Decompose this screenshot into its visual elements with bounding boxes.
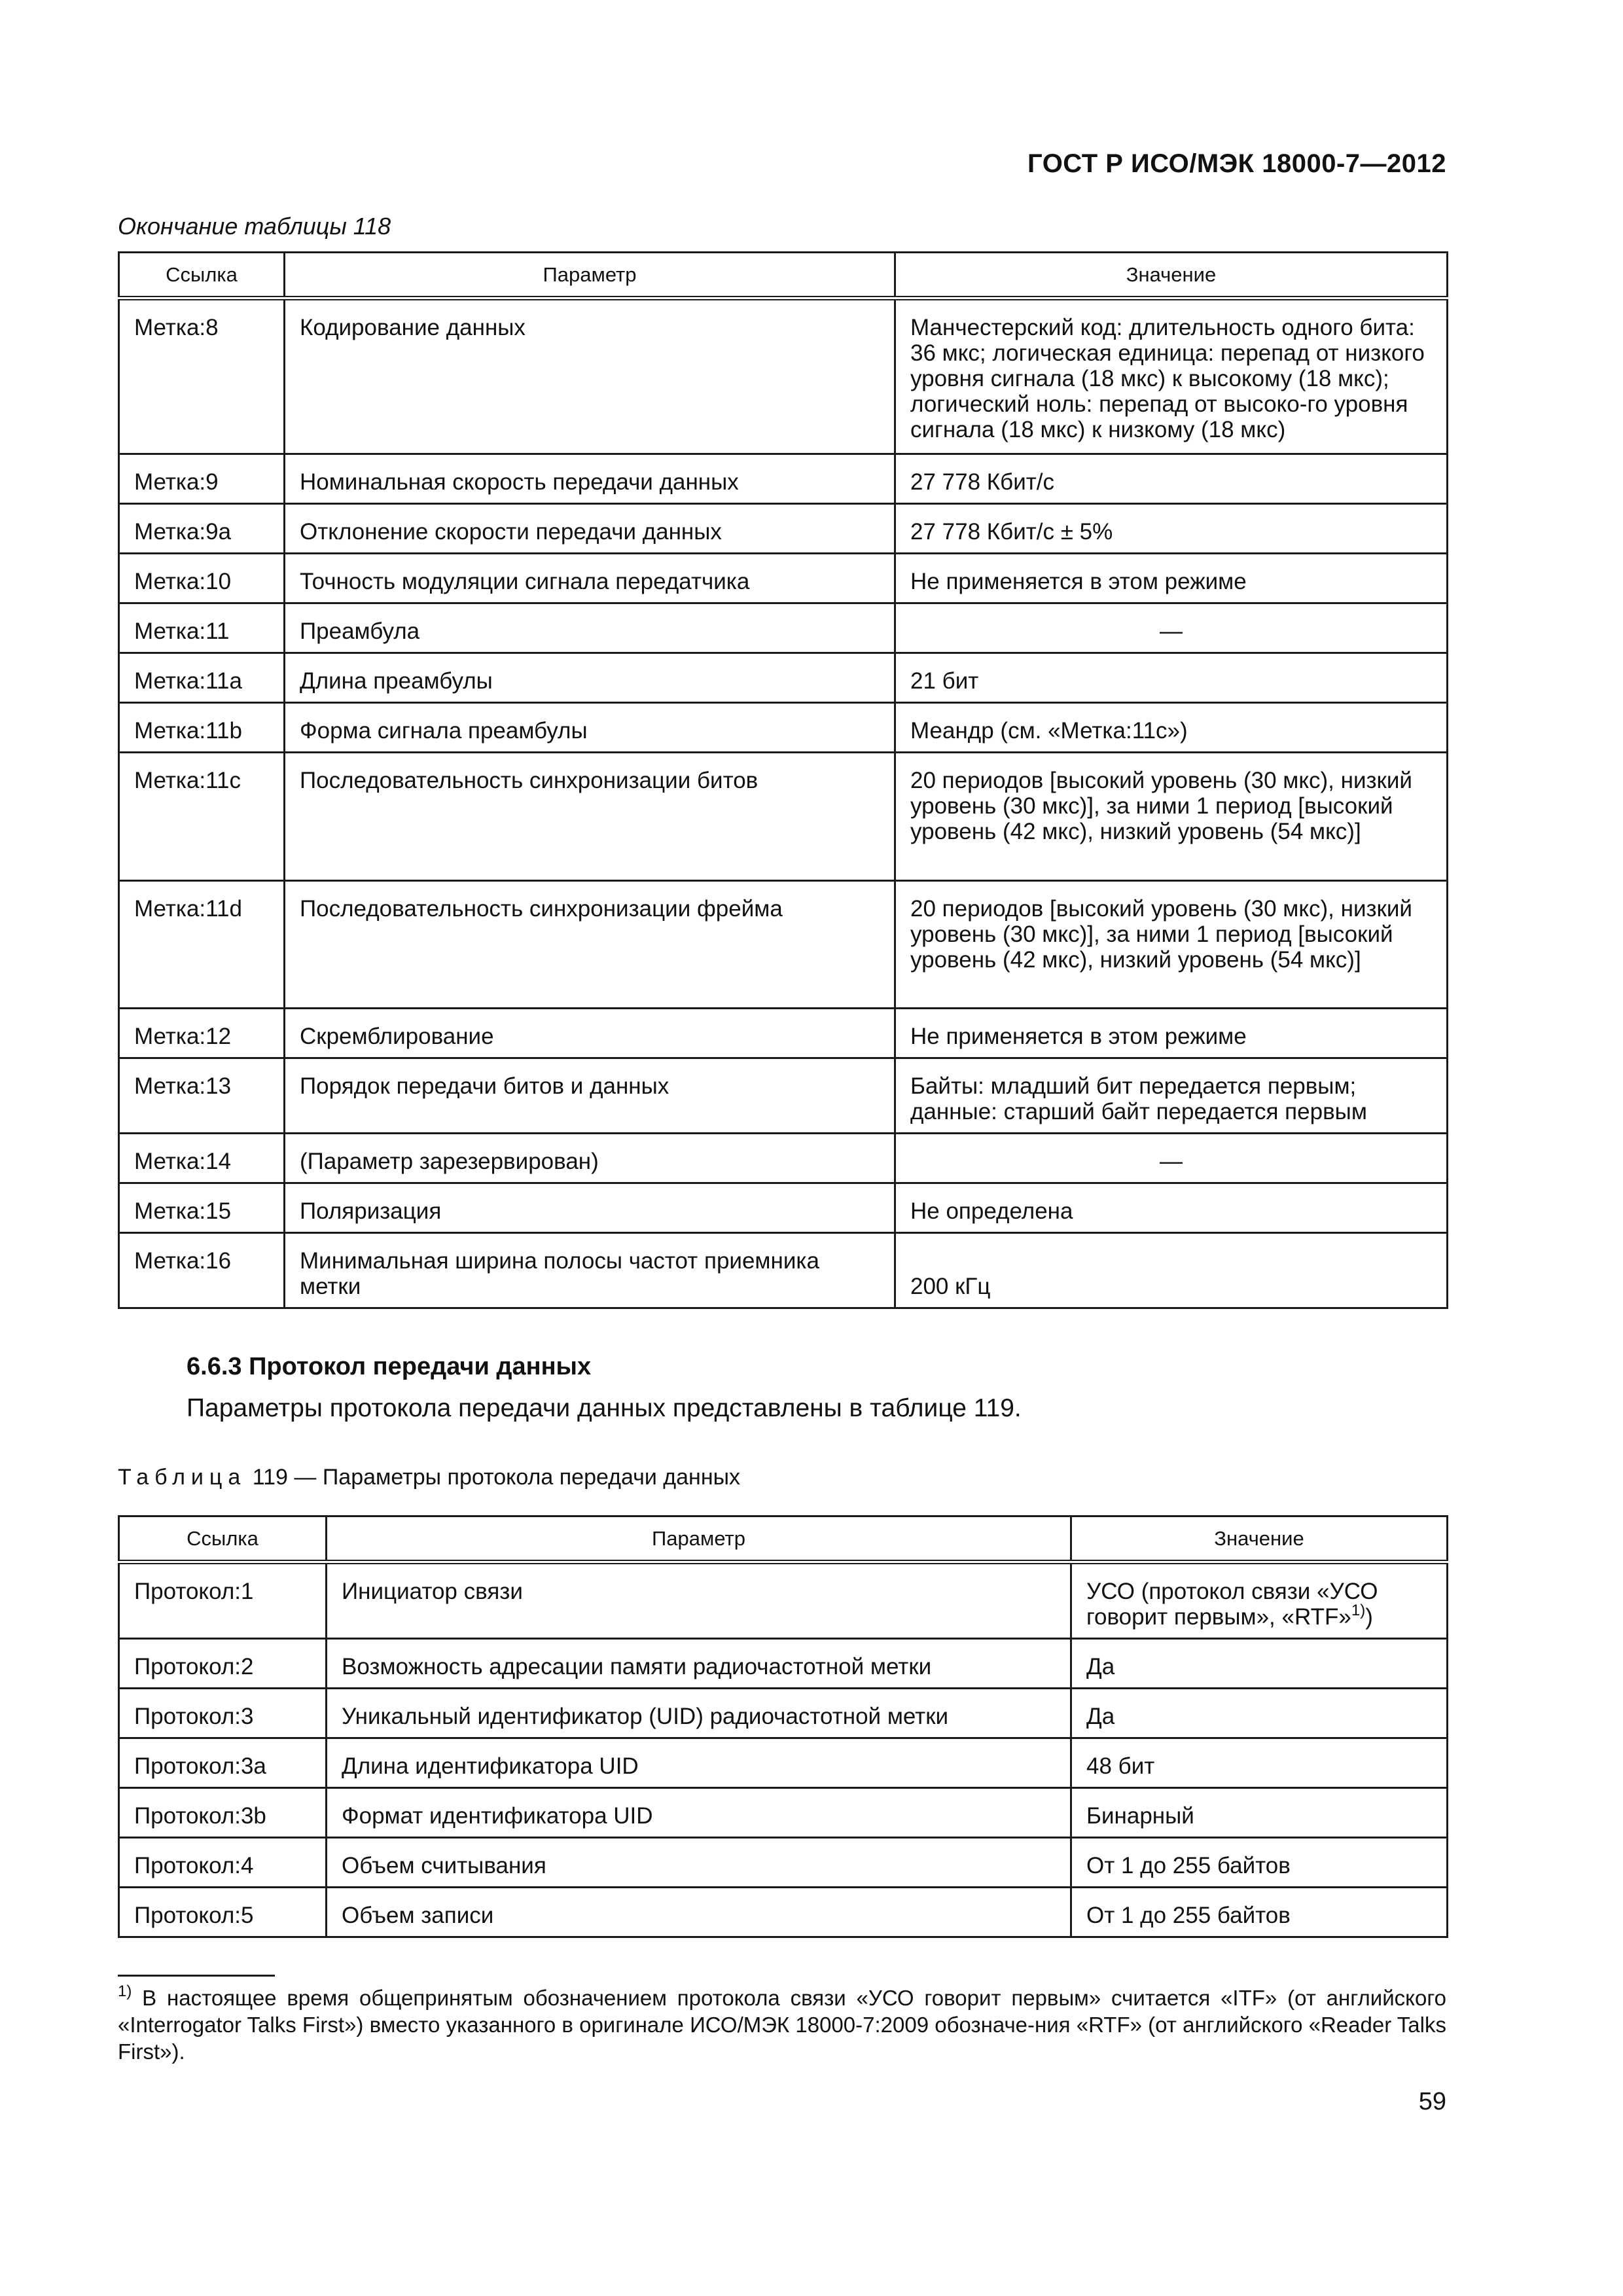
- cell-ref: Метка:13: [119, 1058, 285, 1134]
- table-row: [119, 1009, 1448, 1058]
- column-header-ref: Ссылка: [119, 1516, 327, 1562]
- cell-ref: Протокол:4: [119, 1838, 327, 1888]
- cell-param: Минимальная ширина полосы частот приемника метки: [285, 1233, 895, 1308]
- cell-value: Да: [1071, 1639, 1448, 1689]
- section-heading: 6.6.3 Протокол передачи данных: [187, 1353, 592, 1380]
- table-row: [119, 1058, 1448, 1134]
- cell-value: Байты: младший бит передается первым; данные: старший байт передается первым: [895, 1058, 1448, 1134]
- cell-param: Объем записи: [327, 1888, 1071, 1937]
- cell-value: Да: [1071, 1689, 1448, 1738]
- footnote-text: В настоящее время общепринятым обозначением протокола связи «УСО говорит первым» считается «ITF» (от английского «Interrogator Talks First») вместо указанного в оригинале ИСО/МЭК 18000-7:2009 обозначе-ния «RTF» (от английского «Reader Talks First»).: [118, 1986, 1446, 2064]
- cell-value: 200 кГц: [895, 1233, 1448, 1308]
- cell-ref: Метка:9a: [119, 504, 285, 554]
- cell-ref: Метка:14: [119, 1134, 285, 1183]
- cell-param: Скремблирование: [285, 1009, 895, 1058]
- cell-ref: Метка:12: [119, 1009, 285, 1058]
- cell-param: Последовательность синхронизации битов: [285, 753, 895, 881]
- cell-param: Объем считывания: [327, 1838, 1071, 1888]
- cell-ref: Метка:15: [119, 1183, 285, 1233]
- cell-value: —: [895, 1134, 1448, 1183]
- table-row: [119, 703, 1448, 753]
- table-119-caption-label: Таблица: [118, 1465, 247, 1490]
- cell-param: Инициатор связи: [327, 1562, 1071, 1639]
- cell-ref: Протокол:3b: [119, 1788, 327, 1838]
- cell-value: 20 периодов [высокий уровень (30 мкс), низкий уровень (30 мкс)], за ними 1 период [высокий уровень (42 мкс), низкий уровень (54 мкс)]: [895, 753, 1448, 881]
- table-row: [119, 1838, 1448, 1888]
- cell-ref: Метка:11d: [119, 881, 285, 1009]
- cell-param: Длина преамбулы: [285, 653, 895, 703]
- cell-ref: Протокол:2: [119, 1639, 327, 1689]
- table-row: [119, 1788, 1448, 1838]
- table-row: [119, 1134, 1448, 1183]
- cell-ref: Метка:11: [119, 603, 285, 653]
- table-row: [119, 881, 1448, 1009]
- table-118-header-row: [119, 253, 1448, 298]
- table-row: [119, 1562, 1448, 1639]
- cell-value: От 1 до 255 байтов: [1071, 1838, 1448, 1888]
- table-row: [119, 1689, 1448, 1738]
- table-row: [119, 653, 1448, 703]
- table-119-header-row: [119, 1516, 1448, 1562]
- cell-value: От 1 до 255 байтов: [1071, 1888, 1448, 1937]
- cell-value: Манчестерский код: длительность одного бита: 36 мкс; логическая единица: перепад от низкого уровня сигнала (18 мкс) к высокому (18 мкс); логический ноль: перепад от высоко-го уровня сигнала (18 мкс) к низкому (18 мкс): [895, 298, 1448, 454]
- cell-value: Бинарный: [1071, 1788, 1448, 1838]
- cell-param: Преамбула: [285, 603, 895, 653]
- cell-param: (Параметр зарезервирован): [285, 1134, 895, 1183]
- footnote-marker: 1): [118, 1982, 132, 2000]
- cell-ref: Метка:11a: [119, 653, 285, 703]
- cell-param: Отклонение скорости передачи данных: [285, 504, 895, 554]
- table-119-caption: [118, 1465, 740, 1490]
- cell-param: Точность модуляции сигнала передатчика: [285, 554, 895, 603]
- cell-value: 21 бит: [895, 653, 1448, 703]
- table-row: [119, 1233, 1448, 1308]
- cell-ref: Протокол:1: [119, 1562, 327, 1639]
- table-row: [119, 504, 1448, 554]
- cell-value: Не определена: [895, 1183, 1448, 1233]
- table-119: [118, 1515, 1448, 1938]
- cell-value: [1071, 1562, 1448, 1639]
- cell-value: Не применяется в этом режиме: [895, 554, 1448, 603]
- cell-param: Порядок передачи битов и данных: [285, 1058, 895, 1134]
- table-118-caption: Окончание таблицы 118: [118, 213, 391, 240]
- table-row: [119, 454, 1448, 504]
- footnote: [118, 1984, 1446, 2065]
- cell-param: Формат идентификатора UID: [327, 1788, 1071, 1838]
- column-header-param: Параметр: [285, 253, 895, 298]
- cell-param: Последовательность синхронизации фрейма: [285, 881, 895, 1009]
- column-header-param: Параметр: [327, 1516, 1071, 1562]
- table-row: [119, 298, 1448, 454]
- cell-param: Номинальная скорость передачи данных: [285, 454, 895, 504]
- cell-value: 27 778 Кбит/с: [895, 454, 1448, 504]
- document-header-title: ГОСТ Р ИСО/МЭК 18000-7—2012: [1027, 149, 1446, 178]
- cell-param: Возможность адресации памяти радиочастотной метки: [327, 1639, 1071, 1689]
- cell-ref: Метка:16: [119, 1233, 285, 1308]
- footnote-reference: 1): [1351, 1602, 1366, 1619]
- cell-value-end: ): [1365, 1604, 1373, 1630]
- cell-value: Меандр (см. «Метка:11c»): [895, 703, 1448, 753]
- cell-ref: Протокол:5: [119, 1888, 327, 1937]
- cell-value: 48 бит: [1071, 1738, 1448, 1788]
- column-header-value: Значение: [1071, 1516, 1448, 1562]
- cell-ref: Метка:8: [119, 298, 285, 454]
- cell-param: Уникальный идентификатор (UID) радиочастотной метки: [327, 1689, 1071, 1738]
- table-118: [118, 251, 1448, 1309]
- table-row: [119, 603, 1448, 653]
- cell-param: Форма сигнала преамбулы: [285, 703, 895, 753]
- table-row: [119, 1888, 1448, 1937]
- cell-value: —: [895, 603, 1448, 653]
- cell-ref: Метка:11c: [119, 753, 285, 881]
- footnote-divider: [118, 1975, 275, 1977]
- cell-ref: Метка:9: [119, 454, 285, 504]
- cell-value: Не применяется в этом режиме: [895, 1009, 1448, 1058]
- cell-value-text: УСО (протокол связи «УСО говорит первым», «RTF»: [1086, 1579, 1378, 1630]
- table-119-caption-text: 119 — Параметры протокола передачи данных: [252, 1465, 741, 1490]
- table-row: [119, 554, 1448, 603]
- table-row: [119, 1639, 1448, 1689]
- table-row: [119, 753, 1448, 881]
- cell-ref: Метка:11b: [119, 703, 285, 753]
- table-row: [119, 1183, 1448, 1233]
- cell-param: Кодирование данных: [285, 298, 895, 454]
- page-number: 59: [1418, 2088, 1446, 2115]
- cell-param: Длина идентификатора UID: [327, 1738, 1071, 1788]
- cell-ref: Протокол:3: [119, 1689, 327, 1738]
- cell-value: 20 периодов [высокий уровень (30 мкс), низкий уровень (30 мкс)], за ними 1 период [высокий уровень (42 мкс), низкий уровень (54 мкс)]: [895, 881, 1448, 1009]
- cell-value: 27 778 Кбит/с ± 5%: [895, 504, 1448, 554]
- section-text: Параметры протокола передачи данных представлены в таблице 119.: [187, 1394, 1022, 1422]
- cell-ref: Метка:10: [119, 554, 285, 603]
- table-row: [119, 1738, 1448, 1788]
- column-header-ref: Ссылка: [119, 253, 285, 298]
- column-header-value: Значение: [895, 253, 1448, 298]
- cell-param: Поляризация: [285, 1183, 895, 1233]
- cell-ref: Протокол:3a: [119, 1738, 327, 1788]
